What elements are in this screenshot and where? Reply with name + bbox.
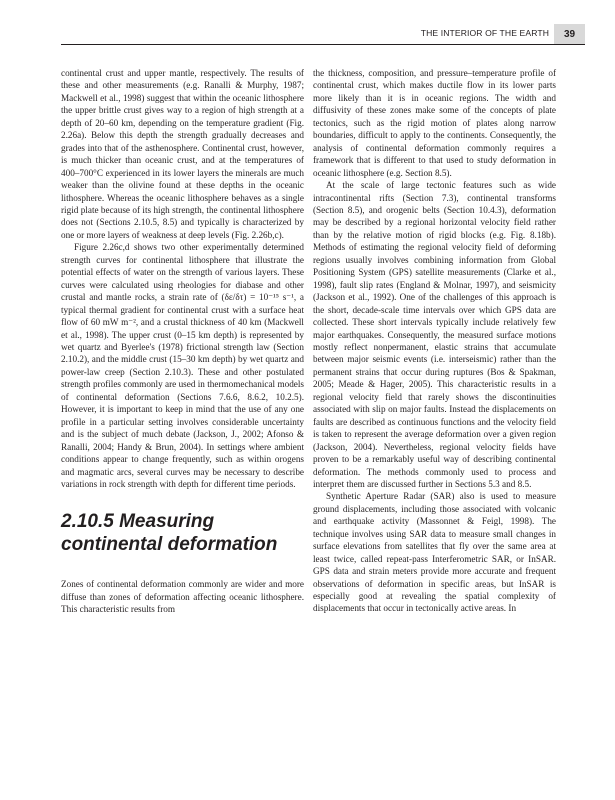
section-heading: 2.10.5 Measuring continental deformation: [61, 511, 278, 556]
running-title: THE INTERIOR OF THE EARTH: [420, 28, 549, 38]
paragraph: the thickness, composition, and pressure–temperature profile of continental crust, which makes ductile flow in its lower parts more likely than it is in oceanic regions. The width and diffusivity of these zones make some of the concepts of plate tectonics, such as the rigid motion of plates along narrow boundaries, difficult to apply to the continents. Consequently, the analysis of continental deformation commonly requires a framework that is different to that used to study deformation in oceanic lithosphere (e.g. Section 8.5).: [313, 68, 556, 178]
paragraph: continental crust and upper mantle, respectively. The results of these and other measurements (e.g. Ranalli & Murphy, 1987; Mackwell et al., 1998) suggest that within the oceanic lithosphere the upper brittle crust gives way to a region of high strength at a depth of 20–60 km, depending on the temperature gradient (Fig. 2.26a). Below this depth the strength gradually decreases and grades into that of the asthenosphere. Continental crust, however, is much thicker than oceanic crust, and at the temperatures of 400–700°C experienced in its lower layers the minerals are much weaker than the olivine found at these depths in the oceanic lithosphere. Whereas the oceanic lithosphere behaves as a single rigid plate because of its high strength, the continental lithosphere does not (Sections 2.10.5, 8.5) and typically is characterized by one or more layers of weakness at deep levels (Fig. 2.26b,c).: [61, 68, 304, 240]
page-number: 39: [554, 24, 585, 44]
paragraph: At the scale of large tectonic features such as wide intracontinental rifts (Section 7.3), continental transforms (Section 8.5), and orogenic belts (Section 10.4.3), deformation may be described by a regional horizontal velocity field rather than by the relative motion of rigid blocks (e.g. Fig. 8.18b). Methods of estimating the regional velocity field of deforming regions usually involves combining information from Global Positioning System (GPS) satellite measurements (Clarke et al., 1998), fault slip rates (England & Molnar, 1997), and seismicity (Jackson et al., 1992). One of the challenges of this approach is the short, decade-scale time intervals over which GPS data are collected. These short intervals typically include relatively few major earthquakes. Consequently, the measured surface motions mostly reflect nonpermanent, elastic strains that accumulate between major seismic events (i.e. interseismic) rather than the permanent strains that occur during ruptures (Bos & Spakman, 2005; Meade & Hager, 2005). This characteristic results in a regional velocity field that rarely shows the discontinuities associated with slip on major faults. Instead the displacements on faults are described as continuous functions and the velocity field is taken to represent the average deformation over a given region (Jackson, 2004). Nevertheless, regional velocity fields have proven to be a remarkably useful way of describing continental deformation. The methods commonly used to process and interpret them are discussed further in Sections 5.3 and 8.5.: [313, 180, 556, 489]
paragraph: Figure 2.26c,d shows two other experimentally determined strength curves for continental lithosphere that illustrate the potential effects of water on the strength of various layers. These curves were calculated using rheologies for diabase and other crustal and mantle rocks, a strain rate of (δε/δτ) = 10⁻¹⁵ s⁻¹, a typical thermal gradient for continental crust with a surface heat flow of 60 mW m⁻², and a crustal thickness of 40 km (Mackwell et al., 1998). The upper crust (0–15 km depth) is represented by wet quartz and Byerlee's (1978) frictional strength law (Section 2.10.2), and the middle crust (15–30 km depth) by wet quartz and power-law creep (Section 2.10.3). These and other postulated strength profiles commonly are used in thermomechanical models of continental deformation (Sections 7.6.6, 8.6.2, 10.2.5). However, it is important to keep in mind that the use of any one profile in a particular setting involves considerable uncertainty and is the subject of much debate (Jackson, J., 2002; Afonso & Ranalli, 2004; Handy & Brun, 2004). In settings where ambient conditions appear to change frequently, such as within orogens and magmatic arcs, several curves may be necessary to describe variations in rock strength with depth for different time periods.: [61, 242, 304, 489]
page-header: [0, 0, 615, 50]
header-rule: [61, 44, 585, 45]
paragraph: Synthetic Aperture Radar (SAR) also is used to measure ground displacements, including those associated with volcanic and earthquake activity (Massonnet & Feigl, 1998). The technique involves using SAR data to measure small changes in surface elevations from satellites that fly over the same area at least twice, called repeat-pass Interferometric SAR, or InSAR. GPS data and strain meters provide more accurate and frequent observations of deformation in specific areas, but InSAR is especially good at revealing the spatial complexity of displacements that occur in tectonically active areas. In: [313, 491, 556, 614]
paragraph: Zones of continental deformation commonly are wider and more diffuse than zones of deformation affecting oceanic lithosphere. This characteristic results from: [61, 579, 304, 615]
right-column: [313, 67, 556, 615]
left-column: [61, 67, 304, 616]
